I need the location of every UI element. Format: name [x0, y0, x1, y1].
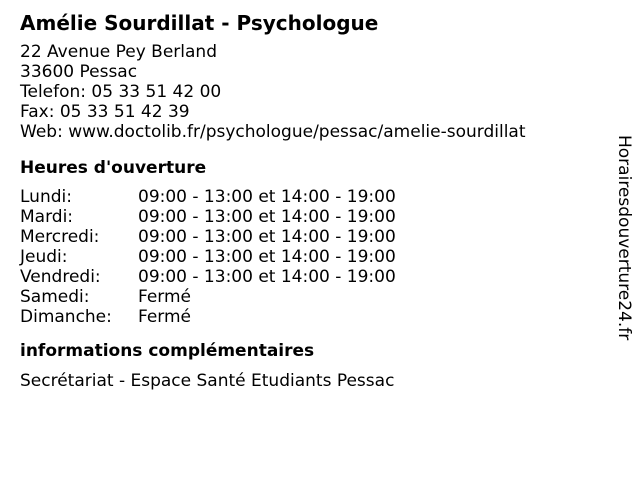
hours-time: 09:00 - 13:00 et 14:00 - 19:00 — [138, 227, 396, 247]
hours-day: Mardi: — [20, 207, 74, 227]
hours-time: Fermé — [138, 287, 192, 307]
info-heading: informations complémentaires — [20, 341, 315, 361]
hours-row-tuesday — [20, 207, 600, 227]
page-title: Amélie Sourdillat - Psychologue — [20, 11, 379, 35]
site-watermark: Horairesdouverture24.fr — [614, 135, 634, 341]
hours-row-wednesday — [20, 227, 600, 247]
fax-number: Fax: 05 33 51 42 39 — [20, 102, 190, 122]
hours-row-friday — [20, 267, 600, 287]
hours-row-thursday — [20, 247, 600, 267]
hours-day: Lundi: — [20, 187, 72, 207]
hours-time: 09:00 - 13:00 et 14:00 - 19:00 — [138, 267, 396, 287]
website: Web: www.doctolib.fr/psychologue/pessac/amelie-sourdillat — [20, 122, 526, 142]
hours-row-monday — [20, 187, 600, 207]
hours-day: Samedi: — [20, 287, 90, 307]
hours-time: Fermé — [138, 307, 192, 327]
hours-row-saturday — [20, 287, 600, 307]
hours-time: 09:00 - 13:00 et 14:00 - 19:00 — [138, 207, 396, 227]
phone-number: Telefon: 05 33 51 42 00 — [20, 82, 222, 102]
hours-day: Mercredi: — [20, 227, 100, 247]
hours-day: Jeudi: — [20, 247, 68, 267]
hours-day: Vendredi: — [20, 267, 101, 287]
hours-time: 09:00 - 13:00 et 14:00 - 19:00 — [138, 247, 396, 267]
street-address: 22 Avenue Pey Berland — [20, 42, 217, 62]
hours-time: 09:00 - 13:00 et 14:00 - 19:00 — [138, 187, 396, 207]
city-address: 33600 Pessac — [20, 62, 138, 82]
listing-card — [20, 10, 600, 391]
contact-block — [20, 42, 600, 142]
hours-heading: Heures d'ouverture — [20, 158, 207, 178]
hours-day: Dimanche: — [20, 307, 112, 327]
hours-row-sunday — [20, 307, 600, 327]
hours-table — [20, 187, 600, 327]
info-text: Secrétariat - Espace Santé Etudiants Pessac — [20, 371, 395, 391]
